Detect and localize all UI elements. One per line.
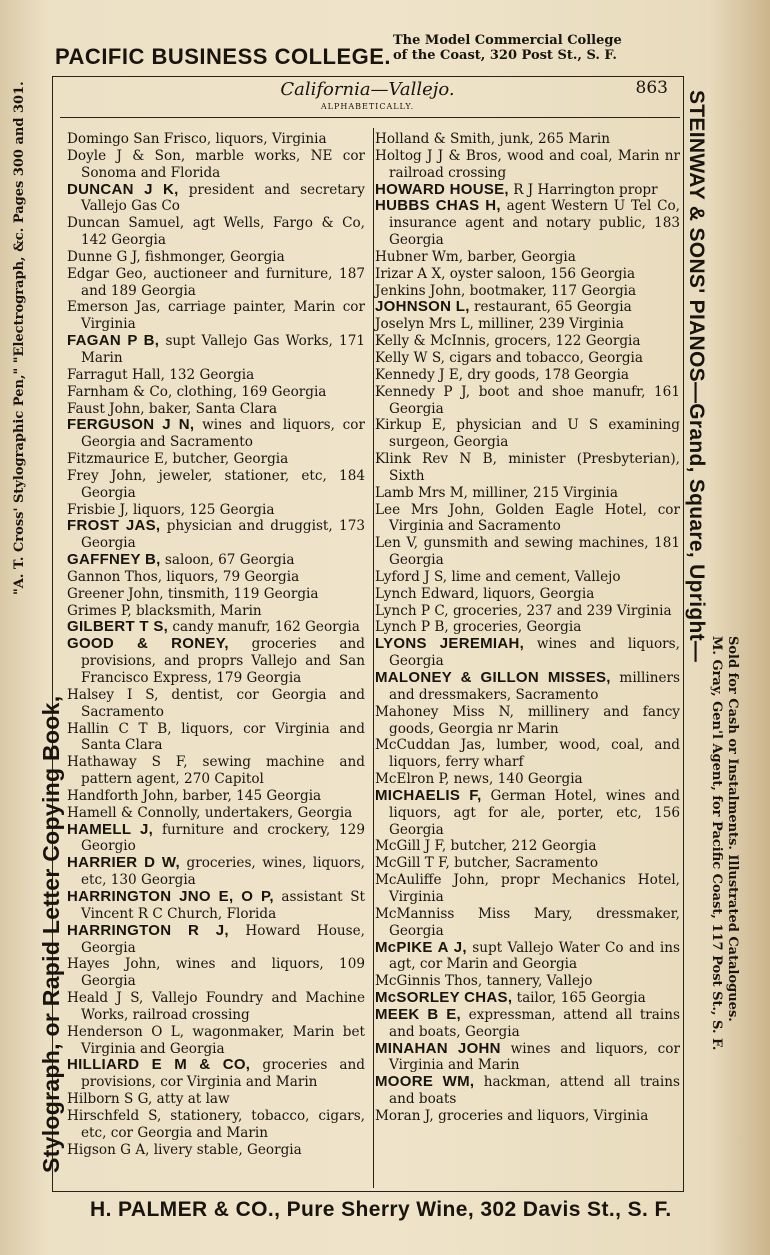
entry-text: Edgar Geo, auctioneer and furniture, 187 and 189 Georgia — [67, 265, 365, 299]
entry-text: Kelly W S, cigars and tobacco, Georgia — [375, 349, 643, 366]
entry-text: Fitzmaurice E, butcher, Georgia — [67, 451, 289, 468]
entry-text: groceries, wines, liquors, etc, 130 Georgia — [81, 855, 365, 889]
entry-text: German Hotel, wines and liquors, agt for ale, porter, etc, 156 Georgia — [389, 787, 680, 838]
entry-text: McAuliffe John, propr Mechanics Hotel, Virginia — [375, 872, 680, 905]
entry-text: agent Western U Tel Co, insurance agent and notary public, 183 Georgia — [389, 198, 680, 249]
entry-text: McGinnis Thos, tannery, Vallejo — [375, 973, 593, 990]
directory-entry — [375, 1108, 680, 1125]
directory-entry — [67, 721, 365, 755]
directory-entry — [67, 805, 365, 822]
entry-name-bold: McSORLEY CHAS, — [375, 989, 513, 1007]
entry-text: Faust John, baker, Santa Clara — [67, 400, 278, 417]
entry-text: Lamb Mrs M, milliner, 215 Virginia — [375, 484, 618, 501]
top-ad-tagline-line2: of the Coast, 320 Post St., S. F. — [393, 48, 617, 63]
directory-entry — [375, 198, 680, 249]
directory-entry — [375, 737, 680, 771]
entry-text: Hubner Wm, barber, Georgia — [375, 248, 576, 265]
entry-name-bold: HILLIARD E M & CO, — [67, 1056, 251, 1074]
directory-entry — [375, 990, 680, 1007]
directory-entry — [375, 569, 680, 586]
entry-text: Hallin C T B, liquors, cor Virginia and Santa Clara — [67, 720, 365, 754]
directory-entry — [375, 603, 680, 620]
directory-entry — [67, 855, 365, 889]
entry-text: Higson G A, livery stable, Georgia — [67, 1141, 302, 1158]
entry-text: Klink Rev N B, minister (Presbyterian), Sixth — [375, 451, 680, 484]
directory-entry — [375, 1074, 680, 1108]
entry-text: Kirkup E, physician and U S examining surgeon, Georgia — [375, 417, 680, 451]
entry-name-bold: McPIKE A J, — [375, 938, 467, 956]
directory-entry — [67, 182, 365, 216]
entry-text: McGill T F, butcher, Sacramento — [375, 855, 599, 872]
entry-text: Grimes P, blacksmith, Marin — [67, 602, 262, 619]
entry-text: Hilborn S G, atty at law — [67, 1091, 230, 1108]
directory-entry — [67, 687, 365, 721]
entry-name-bold: MICHAELIS F, — [375, 786, 482, 804]
directory-entry — [375, 704, 680, 738]
directory-entry — [375, 636, 680, 670]
entry-text: Farnham & Co, clothing, 169 Georgia — [67, 383, 327, 400]
directory-entry — [375, 367, 680, 384]
entry-text: Kelly & McInnis, grocers, 122 Georgia — [375, 333, 641, 350]
directory-entry — [67, 1057, 365, 1091]
directory-entry — [67, 586, 365, 603]
entry-text: Heald J S, Vallejo Foundry and Machine Works, railroad crossing — [67, 990, 365, 1023]
directory-entry — [67, 468, 365, 502]
page-subtitle: ALPHABETICALLY. — [320, 102, 415, 111]
left-ad-line1: "A. T. Cross' Stylographic Pen," "Electrograph, &c. Pages 300 and 301. — [12, 81, 27, 595]
entry-text: Mahoney Miss N, millinery and fancy goods, Georgia nr Marin — [375, 703, 680, 737]
directory-entry — [67, 788, 365, 805]
directory-entry — [67, 401, 365, 418]
entry-text: Domingo San Frisco, liquors, Virginia — [67, 131, 327, 147]
entry-text: Doyle J & Son, marble works, NE cor Sonoma and Florida — [67, 147, 365, 181]
entry-text: Moran J, groceries and liquors, Virginia — [375, 1107, 649, 1124]
entry-name-bold: HARRINGTON R J, — [67, 921, 229, 939]
entry-text: physician and druggist, 173 Georgia — [81, 518, 365, 552]
entry-name-bold: DUNCAN J K, — [67, 180, 179, 198]
directory-entry — [67, 889, 365, 923]
directory-entry — [67, 131, 365, 148]
directory-entry — [67, 754, 365, 788]
entry-text: Howard House, Georgia — [81, 922, 365, 956]
directory-entry — [67, 384, 365, 401]
entry-text: Lynch P B, groceries, Georgia — [375, 619, 582, 636]
directory-entry — [375, 182, 680, 199]
directory-entry — [375, 350, 680, 367]
header-divider — [60, 117, 680, 118]
entry-text: Farragut Hall, 132 Georgia — [67, 366, 255, 383]
directory-entry — [375, 872, 680, 906]
entry-text: Hamell & Connolly, undertakers, Georgia — [67, 804, 353, 821]
entry-text: Lynch P C, groceries, 237 and 239 Virginia — [375, 602, 672, 619]
entry-name-bold: LYONS JEREMIAH, — [375, 635, 525, 653]
entry-text: assistant St Vincent R C Church, Florida — [81, 888, 365, 922]
page-header — [55, 78, 680, 116]
entry-text: furniture and crockery, 129 Georgio — [81, 821, 365, 855]
right-ad-line2: Sold for Cash or Instalments. Illustrated Catalogues. — [725, 636, 740, 1022]
directory-entry — [375, 266, 680, 283]
entry-text: McCuddan Jas, lumber, wood, coal, and liquors, ferry wharf — [375, 737, 680, 771]
entry-text: tailor, 165 Georgia — [512, 990, 646, 1007]
right-ad-line1: STEINWAY & SONS' PIANOS—Grand, Square, Upright— — [685, 90, 708, 663]
entry-text: Kennedy J E, dry goods, 178 Georgia — [375, 366, 630, 383]
directory-entry — [67, 822, 365, 856]
top-ad-headline: PACIFIC BUSINESS COLLEGE. — [55, 44, 392, 69]
entry-text: Hathaway S F, sewing machine and pattern agent, 270 Capitol — [67, 754, 365, 788]
entry-text: McElron P, news, 140 Georgia — [375, 771, 583, 788]
right-margin-advertisement — [680, 0, 770, 1255]
entry-text: milliners and dressmakers, Sacramento — [389, 670, 680, 703]
directory-entry — [67, 451, 365, 468]
entry-text: candy manufr, 162 Georgia — [168, 619, 360, 636]
directory-entry — [375, 771, 680, 788]
entry-text: hackman, attend all trains and boats — [389, 1074, 680, 1108]
directory-entry — [67, 923, 365, 957]
entry-name-bold: HAMELL J, — [67, 820, 154, 838]
entry-text: Henderson O L, wagonmaker, Marin bet Virginia and Georgia — [67, 1023, 365, 1057]
directory-entry — [375, 384, 680, 418]
entry-text: Handforth John, barber, 145 Georgia — [67, 787, 322, 804]
bottom-advertisement: H. PALMER & CO., Pure Sherry Wine, 302 Davis St., S. F. — [90, 1198, 672, 1221]
directory-entry — [67, 249, 365, 266]
directory-entry — [67, 148, 365, 182]
directory-entry — [375, 838, 680, 855]
entry-text: wines and liquors, cor Virginia and Marin — [389, 1040, 680, 1074]
directory-entry — [375, 316, 680, 333]
entry-text: Emerson Jas, carriage painter, Marin cor Virginia — [67, 299, 365, 333]
entry-text: groceries and provisions, cor Virginia and Marin — [81, 1057, 365, 1091]
directory-entry — [375, 855, 680, 872]
entry-name-bold: MALONEY & GILLON MISSES, — [375, 669, 611, 686]
entry-name-bold: MINAHAN JOHN — [375, 1039, 501, 1057]
entry-text: Halsey I S, dentist, cor Georgia and Sacramento — [67, 686, 365, 720]
directory-entry — [67, 1108, 365, 1142]
directory-entry — [375, 485, 680, 502]
page-title: California—Vallejo. — [280, 79, 455, 100]
directory-entry — [67, 1024, 365, 1058]
directory-entry — [67, 990, 365, 1024]
directory-entry — [375, 973, 680, 990]
directory-entry — [375, 619, 680, 636]
entry-text: Kennedy P J, boot and shoe manufr, 161 Georgia — [375, 383, 680, 417]
entry-text: Jenkins John, bootmaker, 117 Georgia — [375, 282, 637, 299]
directory-entry — [67, 502, 365, 519]
entry-text: president and secretary Vallejo Gas Co — [81, 181, 365, 215]
top-advertisement — [55, 30, 695, 76]
directory-entry — [67, 636, 365, 687]
directory-entry — [375, 451, 680, 485]
entry-text: wines and liquors, cor Georgia and Sacramento — [81, 417, 365, 451]
left-ad-line2: Stylograph, or Rapid Letter Copying Book, — [38, 695, 64, 1173]
top-ad-tagline — [393, 33, 693, 63]
entry-text: Dunne G J, fishmonger, Georgia — [67, 248, 285, 265]
directory-entry — [375, 333, 680, 350]
entry-name-bold: MEEK B E, — [375, 1005, 461, 1023]
right-directory-column — [375, 131, 680, 1125]
entry-text: supt Vallejo Water Co and ins agt, cor Marin and Georgia — [389, 939, 680, 973]
directory-entry — [67, 1091, 365, 1108]
directory-entry — [375, 906, 680, 940]
entry-text: Holtog J J & Bros, wood and coal, Marin nr railroad crossing — [375, 147, 680, 181]
entry-text: saloon, 67 Georgia — [160, 552, 295, 569]
entry-text: Gannon Thos, liquors, 79 Georgia — [67, 568, 300, 585]
directory-entry — [67, 619, 365, 636]
entry-text: expressman, attend all trains and boats, Georgia — [389, 1006, 680, 1040]
directory-entry — [67, 417, 365, 451]
column-divider — [373, 128, 374, 1188]
directory-entry — [375, 417, 680, 451]
entry-text: Frisbie J, liquors, 125 Georgia — [67, 501, 275, 518]
entry-name-bold: HARRINGTON JNO E, O P, — [67, 887, 274, 905]
directory-entry — [67, 569, 365, 586]
left-margin-advertisement — [0, 0, 70, 1255]
directory-entry — [67, 518, 365, 552]
directory-entry — [375, 1041, 680, 1075]
entry-text: wines and liquors, Georgia — [389, 636, 680, 670]
entry-text: Duncan Samuel, agt Wells, Fargo & Co, 142 Georgia — [67, 215, 365, 249]
entry-name-bold: HOWARD HOUSE, — [375, 180, 509, 198]
entry-name-bold: FERGUSON J N, — [67, 416, 195, 434]
entry-name-bold: FAGAN P B, — [67, 332, 160, 350]
directory-entry — [67, 956, 365, 990]
entry-name-bold: GAFFNEY B, — [67, 551, 161, 569]
top-ad-tagline-line1: The Model Commercial College — [393, 33, 622, 48]
directory-entry — [375, 283, 680, 300]
entry-text: Hirschfeld S, stationery, tobacco, cigars, etc, cor Georgia and Marin — [67, 1107, 365, 1141]
entry-text: McManniss Miss Mary, dressmaker, Georgia — [375, 905, 680, 939]
directory-entry — [375, 535, 680, 569]
entry-name-bold: HARRIER D W, — [67, 854, 180, 872]
entry-text: Irizar A X, oyster saloon, 156 Georgia — [375, 265, 636, 282]
entry-name-bold: MOORE WM, — [375, 1073, 475, 1091]
directory-entry — [375, 940, 680, 974]
entry-text: Lynch Edward, liquors, Georgia — [375, 585, 595, 602]
directory-entry — [67, 215, 365, 249]
entry-text: Lyford J S, lime and cement, Vallejo — [375, 568, 621, 585]
directory-entry — [375, 788, 680, 839]
entry-text: supt Vallejo Gas Works, 171 Marin — [81, 333, 365, 366]
page-number: 863 — [635, 78, 668, 98]
entry-text: Holland & Smith, junk, 265 Marin — [375, 131, 610, 147]
directory-entry — [375, 131, 680, 148]
directory-entry — [67, 552, 365, 569]
directory-entry — [375, 586, 680, 603]
directory-entry — [375, 670, 680, 704]
directory-entry — [67, 333, 365, 367]
directory-entry — [375, 249, 680, 266]
directory-entry — [67, 1142, 365, 1159]
entry-text: McGill J F, butcher, 212 Georgia — [375, 838, 597, 855]
entry-name-bold: GOOD & RONEY, — [67, 635, 229, 653]
entry-text: Joselyn Mrs L, milliner, 239 Virginia — [375, 316, 624, 333]
entry-text: Len V, gunsmith and sewing machines, 181 Georgia — [375, 535, 680, 569]
directory-entry — [375, 299, 680, 316]
entry-text: groceries and provisions, and proprs Vallejo and San Francisco Express, 179 Georgia — [81, 636, 365, 686]
entry-text: Greener John, tinsmith, 119 Georgia — [67, 585, 319, 602]
directory-entry — [67, 603, 365, 620]
entry-name-bold: FROST JAS, — [67, 517, 161, 535]
entry-text: Frey John, jeweler, stationer, etc, 184 Georgia — [67, 467, 365, 501]
entry-text: restaurant, 65 Georgia — [469, 299, 632, 316]
entry-name-bold: HUBBS CHAS H, — [375, 197, 501, 215]
entry-text: Hayes John, wines and liquors, 109 Georgia — [67, 956, 365, 990]
directory-entry — [375, 1007, 680, 1041]
entry-text: Lee Mrs John, Golden Eagle Hotel, cor Virginia and Sacramento — [375, 501, 680, 535]
entry-name-bold: JOHNSON L, — [375, 298, 470, 316]
directory-entry — [67, 299, 365, 333]
entry-text: R J Harrington propr — [508, 181, 658, 198]
right-ad-line3: M. Gray, Gen'l Agent, for Pacific Coast, 117 Post St., S. F. — [709, 636, 724, 1051]
directory-entry — [67, 367, 365, 384]
directory-entry — [375, 502, 680, 536]
entry-name-bold: GILBERT T S, — [67, 618, 169, 636]
directory-entry — [67, 266, 365, 300]
directory-entry — [375, 148, 680, 182]
left-directory-column — [67, 131, 365, 1158]
